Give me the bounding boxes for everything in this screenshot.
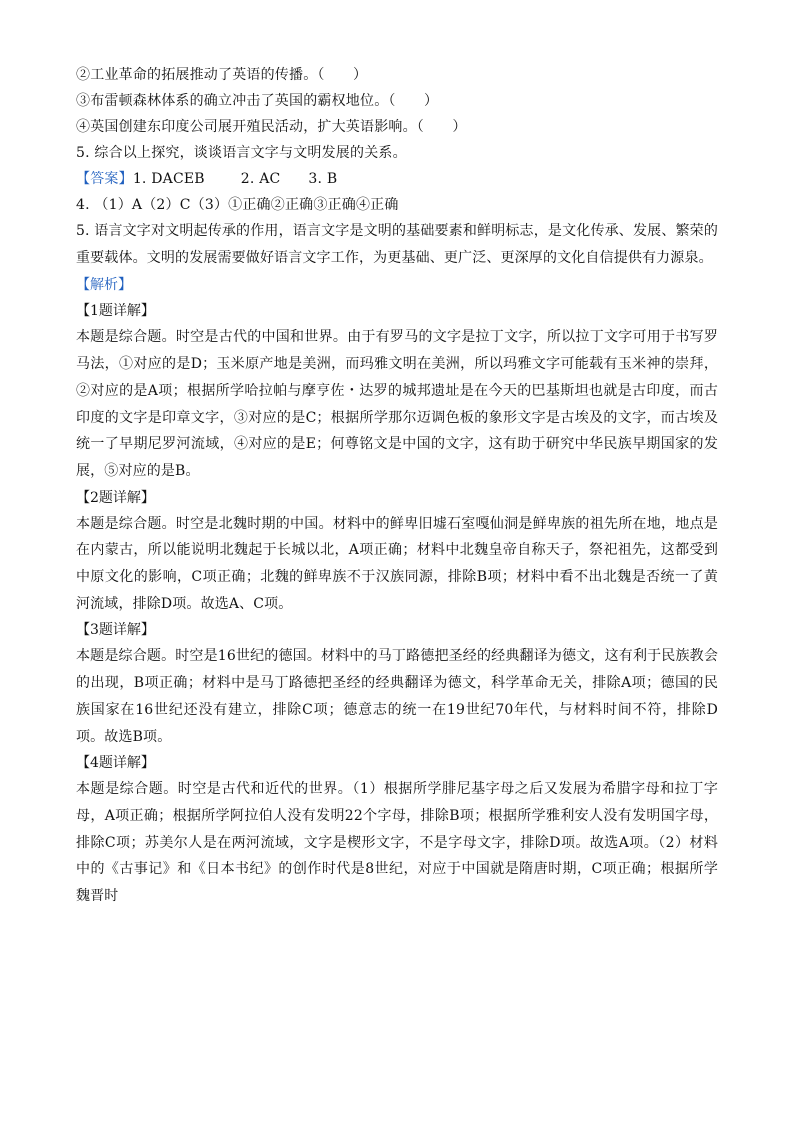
question-4: ④英国创建东印度公司展开殖民活动，扩大英语影响。（ ） bbox=[76, 119, 467, 135]
section-4-body: 本题是综合题。时空是古代和近代的世界。（1）根据所学腓尼基字母之后又发展为希腊字母和拉丁字母，A项正确；根据所学阿拉伯人没有发明22个字母，排除B项；根据所学雅利安人没有发明国字母，排除C项；苏美尔人是在两河流域，文字是楔形文字，不是字母文字，排除D项。故选A项。（2）材料中的《古事记》和《日本书纪》的创作时代是8世纪，对应于中国就是隋唐时期，C项正确；根据所学魏晋时 bbox=[76, 781, 718, 905]
section-4-title: 【4题详解】 bbox=[76, 755, 155, 772]
question-3: ③布雷顿森林体系的确立冲击了英国的霸权地位。（ ） bbox=[76, 93, 439, 109]
section-3-body: 本题是综合题。时空是16世纪的德国。材料中的马丁路德把圣经的经典翻译为德文，这有利于民族教会的出现，B项正确；材料中是马丁路德把圣经的经典翻译为德文，科学革命无关，排除A项；德国的民族国家在16世纪还没有建立，排除C项；德意志的统一在19世纪70年代，与材料时间不符，排除D项。故选B项。 bbox=[76, 648, 718, 745]
document-page bbox=[76, 62, 718, 910]
question-5: 5. 综合以上探究，谈谈语言文字与文明发展的关系。 bbox=[76, 145, 407, 161]
answer-5: 5. 语言文字对文明起传承的作用，语言文字是文明的基础要素和鲜明标志，是文化传承、发展、繁荣的重要载体。文明的发展需要做好语言文字工作，为更基础、更广泛、更深厚的文化自信提供有力源泉。 bbox=[76, 223, 718, 266]
answer-4: 4. （1）A（2）C（3）①正确②正确③正确④正确 bbox=[76, 197, 399, 213]
section-3-title: 【3题详解】 bbox=[76, 622, 155, 639]
section-1-body: 本题是综合题。时空是古代的中国和世界。由于有罗马的文字是拉丁文字，所以拉丁文字可用于书写罗马法，①对应的是D；玉米原产地是美洲，而玛雅文明在美洲，所以玛雅文字可能载有玉米神的崇拜，②对应的是A项；根据所学哈拉帕与摩亨佐・达罗的城邦遗址是在今天的巴基斯坦也就是古印度，而古印度的文字是印章文字，③对应的是C；根据所学那尔迈调色板的象形文字是古埃及的文字，而古埃及统一了早期尼罗河流域，④对应的是E；何尊铭文是中国的文字，这有助于研究中华民族早期国家的发展，⑤对应的是B。 bbox=[76, 329, 718, 479]
analysis-tag: 【解析】 bbox=[76, 277, 132, 294]
answer-3: 3. B bbox=[308, 171, 338, 187]
section-2-body: 本题是综合题。时空是北魏时期的中国。材料中的鲜卑旧墟石室嘎仙洞是鲜卑族的祖先所在地，地点是在内蒙古，所以能说明北魏起于长城以北，A项正确；材料中北魏皇帝自称天子，祭祀祖先，这都受到中原文化的影响，C项正确；北魏的鲜卑族不于汉族同源，排除B项；材料中看不出北魏是否统一了黄河流域，排除D项。故选A、C项。 bbox=[76, 515, 718, 612]
answer-2: 2. AC bbox=[240, 171, 281, 187]
section-1-title: 【1题详解】 bbox=[76, 303, 155, 320]
answer-1: 1. DACEB bbox=[132, 171, 205, 187]
answer-tag: 【答案】 bbox=[76, 171, 133, 187]
question-2: ②工业革命的拓展推动了英语的传播。（ ） bbox=[76, 67, 368, 83]
section-2-title: 【2题详解】 bbox=[76, 489, 155, 506]
answer-line bbox=[76, 166, 718, 192]
